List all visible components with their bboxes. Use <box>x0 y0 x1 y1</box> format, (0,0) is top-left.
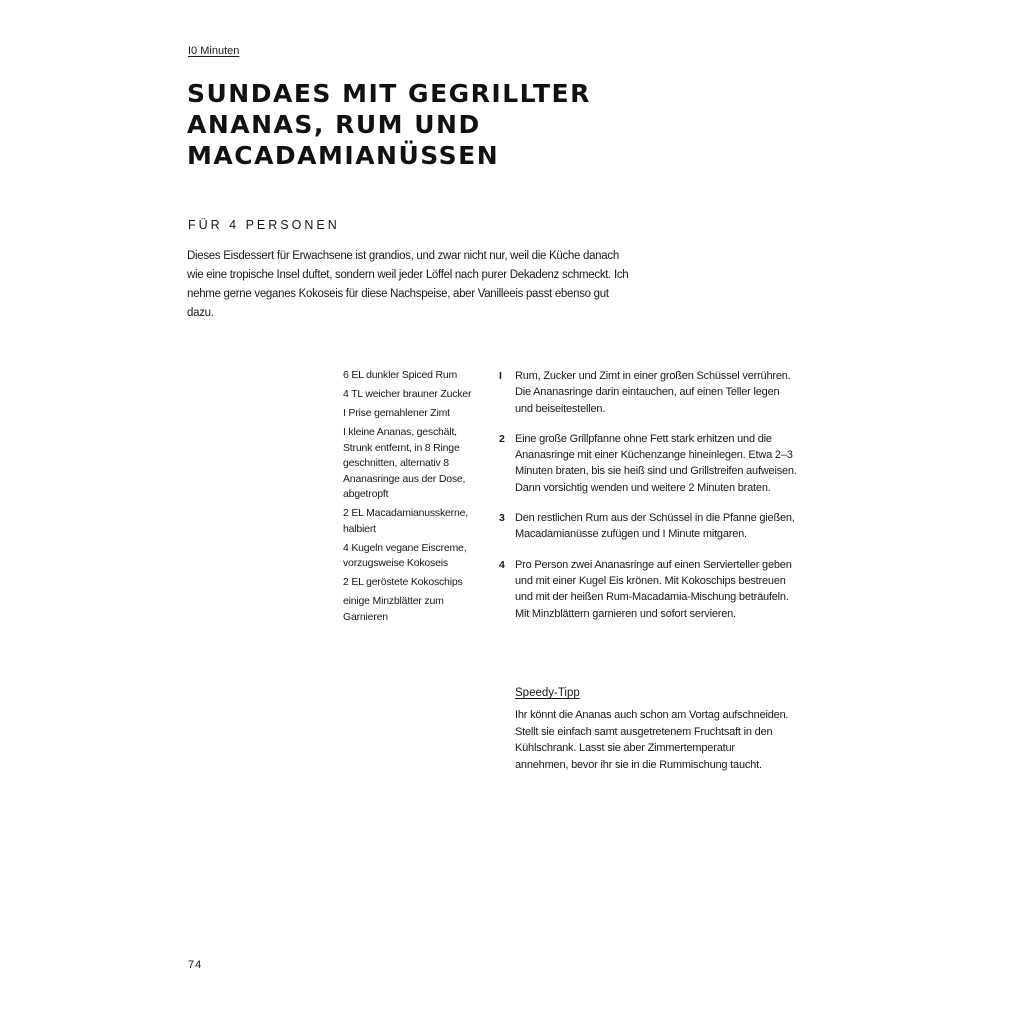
step-number: 2 <box>499 432 505 445</box>
tip-heading: Speedy-Tipp <box>515 687 580 699</box>
step-text: Pro Person zwei Ananasringe auf einen Servierteller geben und mit einer Kugel Eis krönen. Mit Kokoschips bestreuen und mit der heißen Rum-Macadamia-Mischung beträufeln. Mit Minzblättern garnieren und sofort servieren. <box>515 558 792 620</box>
tip-text: Ihr könnt die Ananas auch schon am Vortag aufschneiden. Stellt sie einfach samt ausgetretenem Fruchtsaft in den Kühlschrank. Lasst sie aber Zimmertemperatur annehmen, bevor ihr sie in die Rummischung taucht. <box>515 709 789 771</box>
step-number: 4 <box>499 558 505 571</box>
recipe-title: SUNDAES MIT GEGRILLTER ANANAS, RUM UND MACADAMIANÜSSEN <box>187 79 591 170</box>
ingredient-item: 4 Kugeln vegane Eiscreme, vorzugsweise Kokoseis <box>343 541 467 569</box>
ingredient-item: 2 EL Macadamianusskerne, halbiert <box>343 507 468 535</box>
page-number: 74 <box>188 959 203 971</box>
step-text: Eine große Grillpfanne ohne Fett stark erhitzen und die Ananasringe mit einer Küchenzange hineinlegen. Etwa 2–3 Minuten braten, bis sie heiß sind und Grillstreifen aufweisen. Dann vorsichtig wenden und weitere 2 Minuten braten. <box>515 432 797 494</box>
servings-label: FÜR 4 PERSONEN <box>188 218 340 232</box>
step-text: Rum, Zucker und Zimt in einer großen Schüssel verrühren. Die Ananasringe darin eintauchen, auf einen Teller legen und beiseitestellen. <box>515 370 791 415</box>
instruction-step <box>497 368 797 417</box>
step-number: I <box>499 370 502 382</box>
prep-time-label: I0 Minuten <box>188 45 240 57</box>
instruction-step <box>497 557 797 622</box>
instruction-steps <box>497 368 797 636</box>
intro-paragraph: Dieses Eisdessert für Erwachsene ist grandios, und zwar nicht nur, weil die Küche danach wie eine tropische Insel duftet, sondern weil jeder Löffel nach purer Dekadenz schmeckt. Ich nehme gerne veganes Kokoseis für diese Nachspeise, aber Vanilleeis passt ebenso gut dazu. <box>187 250 629 319</box>
ingredient-item: I kleine Ananas, geschält, Strunk entfernt, in 8 Ringe geschnitten, alternativ 8 Ananasringe aus der Dose, abgetropft <box>343 426 466 500</box>
ingredient-item: einige Minzblätter zum Garnieren <box>343 595 444 623</box>
ingredient-item: 4 TL weicher brauner Zucker <box>343 388 472 400</box>
step-number: 3 <box>499 512 505 525</box>
ingredient-item: 6 EL dunkler Spiced Rum <box>343 369 458 381</box>
ingredient-list <box>343 368 478 629</box>
instruction-step <box>497 510 797 543</box>
ingredient-item: I Prise gemahlener Zimt <box>343 407 450 419</box>
step-text: Den restlichen Rum aus der Schüssel in die Pfanne gießen, Macadamianüsse zufügen und I Minute mitgaren. <box>515 512 795 541</box>
instruction-step <box>497 431 797 496</box>
ingredient-item: 2 EL geröstete Kokoschips <box>343 576 463 588</box>
